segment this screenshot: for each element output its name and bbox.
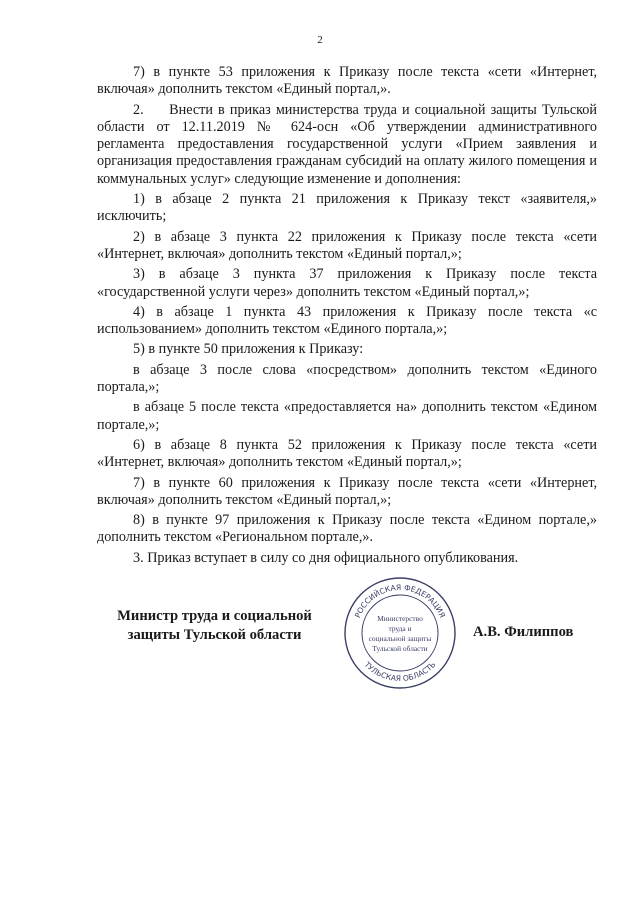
signer-position <box>97 607 332 644</box>
paragraph-item-5: 5) в пункте 50 приложения к Приказу: <box>133 341 364 358</box>
seal-line-4: Тульской области <box>372 644 428 653</box>
seal-line-2: труда и <box>388 624 412 633</box>
paragraph-item-7-p60: 7) в пункте 60 приложения к Приказу после текста «сети «Интернет, включая» дополнить текстом «Единый портал,»; <box>97 474 597 508</box>
paragraph-item-5-sub-1: в абзаце 3 после слова «посредством» дополнить текстом «Единого портала,»; <box>97 361 597 396</box>
signer-position-line-1: Министр труда и социальной <box>117 608 312 624</box>
paragraph-item-3: 3) в абзаце 3 пункта 37 приложения к Приказу после текста «государственной услуги через» дополнить текстом «Единый портал,»; <box>97 266 597 300</box>
paragraph-item-6: 6) в абзаце 8 пункта 52 приложения к Приказу после текста «сети «Интернет, включая» дополнить текстом «Единый портал,»; <box>97 436 597 471</box>
seal-ring-top-text: РОССИЙСКАЯ ФЕДЕРАЦИЯ <box>353 582 447 620</box>
paragraph-item-8: 8) в пункте 97 приложения к Приказу после текста «Едином портале,» дополнить текстом «Региональном портале,». <box>97 512 597 546</box>
official-seal-stamp <box>342 575 458 691</box>
paragraph-item-5-sub-2: в абзаце 5 после текста «предоставляется на» дополнить текстом «Едином портале,»; <box>97 399 597 433</box>
signer-position-line-2: защиты Тульской области <box>127 626 302 643</box>
paragraph-item-4: 4) в абзаце 1 пункта 43 приложения к Приказу после текста «с использованием» дополнить текстом «Единого портала,»; <box>97 303 597 338</box>
page-number: 2 <box>317 34 323 46</box>
seal-line-1: Министерство <box>377 614 423 623</box>
document-body <box>97 64 597 570</box>
paragraph-item-7-p53: 7) в пункте 53 приложения к Приказу после текста «сети «Интернет, включая» дополнить текстом «Единый портал,». <box>97 64 597 98</box>
paragraph-section-3: 3. Приказ вступает в силу со дня официального опубликования. <box>133 549 519 566</box>
paragraph-item-1: 1) в абзаце 2 пункта 21 приложения к Приказу текст «заявителя,» исключить; <box>97 191 597 225</box>
seal-line-3: социальной защиты <box>368 634 432 643</box>
paragraph-item-2: 2) в абзаце 3 пункта 22 приложения к Приказу после текста «сети «Интернет, включая» дополнить текстом «Единый портал,»; <box>97 228 597 262</box>
seal-ring-bottom-text: ТУЛЬСКАЯ ОБЛАСТЬ <box>362 659 438 684</box>
signature-block <box>97 575 607 685</box>
paragraph-section-2: 2. Внести в приказ министерства труда и социальной защиты Тульской области от 12.11.2019 № 624-осн «Об утверждении административного регламента предоставления государственной услуги «Прием заявления и организация предоставления гражданам субсидий на оплату жилого помещения и коммунальных услуг» следующие изменение и дополнения: <box>97 101 597 187</box>
signer-name: А.В. Филиппов <box>473 624 574 640</box>
